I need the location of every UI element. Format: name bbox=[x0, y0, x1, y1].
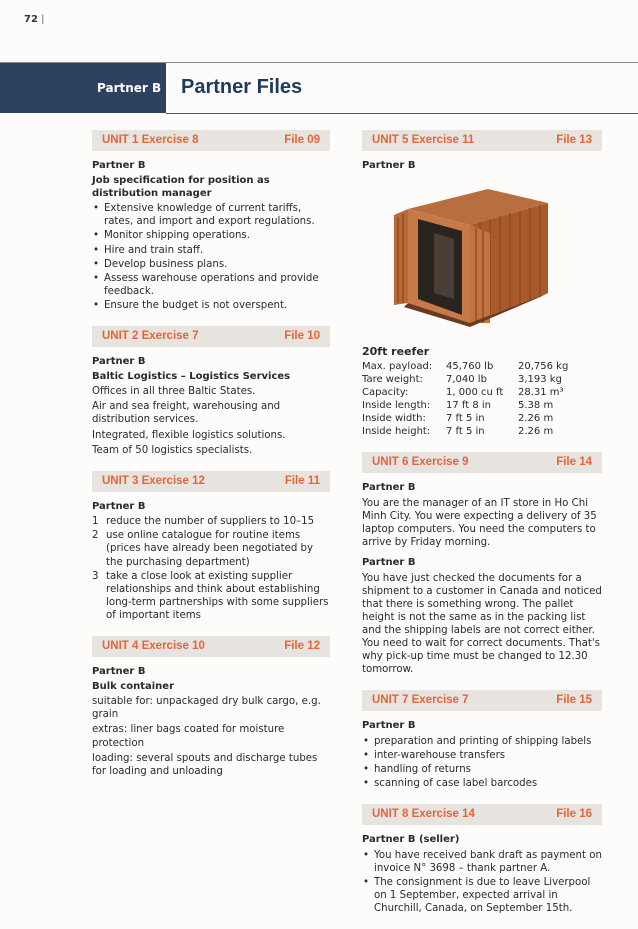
file-label: File 15 bbox=[556, 694, 592, 707]
exercise-title: UNIT 7 Exercise 7 bbox=[372, 694, 469, 707]
band-label: Partner B bbox=[97, 81, 162, 95]
list-item: • Hire and train staff. bbox=[92, 244, 330, 257]
text-line: Integrated, flexible logistics solutions. bbox=[92, 429, 286, 441]
file-label: File 13 bbox=[556, 134, 592, 147]
section-unit-6 bbox=[362, 452, 602, 676]
partner-label: Partner B bbox=[362, 720, 416, 732]
exercise-title: UNIT 5 Exercise 11 bbox=[372, 134, 475, 147]
list-item bbox=[92, 515, 330, 528]
spec-metric: 2.26 m bbox=[518, 412, 554, 424]
partner-label: Partner B bbox=[362, 481, 416, 493]
file-label: File 11 bbox=[284, 474, 320, 487]
company-heading: Baltic Logistics – Logistics Services bbox=[92, 370, 291, 382]
item-number: 2 bbox=[92, 530, 99, 542]
exercise-title: UNIT 1 Exercise 8 bbox=[102, 134, 199, 147]
section-unit-2 bbox=[92, 326, 330, 457]
list-item bbox=[92, 529, 330, 568]
text-line: extras: liner bags coated for moisture protection bbox=[92, 724, 285, 749]
bullet-list bbox=[362, 849, 602, 915]
partner-label: Partner B bbox=[92, 665, 146, 677]
exercise-bar bbox=[92, 636, 330, 657]
text-line: Team of 50 logistics specialists. bbox=[92, 444, 253, 456]
paragraph: You are the manager of an IT store in Ho Chi Minh City. You were expecting a delivery of 35 laptop computers. You need the computers to arrive by Friday morning. bbox=[362, 497, 597, 548]
table-row bbox=[362, 386, 574, 399]
exercise-title: UNIT 4 Exercise 10 bbox=[102, 639, 205, 652]
partner-label: Partner B bbox=[362, 160, 416, 171]
list-item: • Ensure the budget is not overspent. bbox=[92, 299, 330, 312]
table-row bbox=[362, 425, 574, 438]
spec-imperial: 45,760 lb bbox=[446, 360, 494, 372]
table-row bbox=[362, 412, 574, 425]
list-item: • preparation and printing of shipping labels bbox=[362, 735, 602, 748]
list-item bbox=[92, 570, 330, 622]
spec-label: Tare weight: bbox=[362, 373, 423, 385]
item-text: reduce the number of suppliers to 10–15 bbox=[106, 516, 315, 528]
partner-label: Partner B bbox=[92, 160, 146, 171]
item-text: use online catalogue for routine items (prices have already been negotiated by the purchasing department) bbox=[106, 530, 314, 568]
text-line: Offices in all three Baltic States. bbox=[92, 386, 256, 398]
right-column bbox=[362, 130, 602, 929]
list-item: • Monitor shipping operations. bbox=[92, 229, 330, 242]
table-row bbox=[362, 373, 574, 386]
item-number: 3 bbox=[92, 570, 99, 582]
bullet-list bbox=[362, 735, 602, 790]
section-unit-8 bbox=[362, 804, 602, 915]
list-item: • inter-warehouse transfers bbox=[362, 749, 602, 762]
partner-label: Partner B bbox=[92, 500, 146, 512]
list-item: • You have received bank draft as payment on invoice N° 3698 – thank partner A. bbox=[362, 849, 602, 875]
left-column bbox=[92, 130, 330, 792]
partner-label: Partner B bbox=[92, 355, 146, 367]
exercise-title: UNIT 6 Exercise 9 bbox=[372, 456, 469, 469]
specs-table bbox=[362, 360, 574, 438]
spec-metric: 20,756 kg bbox=[518, 360, 569, 372]
exercise-bar bbox=[92, 326, 330, 347]
partner-label: Partner B bbox=[362, 556, 416, 568]
list-item: • handling of returns bbox=[362, 763, 602, 776]
exercise-title: UNIT 3 Exercise 12 bbox=[102, 474, 205, 487]
list-item: • Assess warehouse operations and provide feedback. bbox=[92, 272, 330, 298]
text-line: loading: several spouts and discharge tubes for loading and unloading bbox=[92, 752, 318, 777]
section-unit-3 bbox=[92, 471, 330, 622]
file-label: File 12 bbox=[284, 639, 320, 652]
spec-imperial: 7 ft 5 in bbox=[446, 412, 485, 424]
section-unit-1 bbox=[92, 130, 330, 312]
page-title: Partner Files bbox=[181, 76, 303, 98]
header-band bbox=[0, 63, 166, 113]
spec-imperial: 7 ft 5 in bbox=[446, 425, 485, 437]
exercise-bar bbox=[362, 690, 602, 711]
text-line: Air and sea freight, warehousing and distribution services. bbox=[92, 401, 281, 426]
exercise-title: UNIT 2 Exercise 7 bbox=[102, 329, 199, 342]
spec-label: Inside length: bbox=[362, 399, 431, 411]
bullet-list bbox=[92, 202, 330, 311]
spec-label: Capacity: bbox=[362, 386, 409, 398]
spec-metric: 28.31 m³ bbox=[518, 386, 564, 398]
exercise-bar bbox=[362, 804, 602, 825]
header-underline bbox=[166, 113, 638, 114]
spec-metric: 2.26 m bbox=[518, 425, 554, 437]
spec-label: Max. payload: bbox=[362, 360, 433, 372]
specs-title: 20ft reefer bbox=[362, 344, 430, 358]
list-item: • scanning of case label barcodes bbox=[362, 777, 602, 790]
file-label: File 16 bbox=[556, 808, 592, 821]
text-line: suitable for: unpackaged dry bulk cargo, e.g. grain bbox=[92, 696, 321, 721]
spec-imperial: 1, 000 cu ft bbox=[446, 386, 504, 398]
file-label: File 10 bbox=[284, 329, 320, 342]
spec-metric: 5.38 m bbox=[518, 399, 554, 411]
exercise-bar bbox=[92, 130, 330, 151]
file-label: File 09 bbox=[284, 134, 320, 147]
table-row bbox=[362, 399, 574, 412]
numbered-list bbox=[92, 515, 330, 621]
spec-imperial: 17 ft 8 in bbox=[446, 399, 492, 411]
shipping-container-image bbox=[390, 181, 560, 331]
exercise-title: UNIT 8 Exercise 14 bbox=[372, 808, 475, 821]
page-number: 72 | bbox=[24, 14, 44, 27]
section-unit-4 bbox=[92, 636, 330, 778]
exercise-bar bbox=[92, 471, 330, 492]
file-label: File 14 bbox=[556, 456, 592, 469]
item-text: take a close look at existing supplier relationships and think about establishing long-term partnerships with some suppliers of important items bbox=[106, 570, 329, 621]
section-unit-5 bbox=[362, 130, 602, 438]
exercise-bar bbox=[362, 130, 602, 151]
spec-imperial: 7,040 lb bbox=[446, 373, 487, 385]
paragraph: You have just checked the documents for a shipment to a customer in Canada and noticed that there is something wrong. The pallet height is not the same as in the packing list and the shipping labels are not correct either. You need to wait for correct documents. That's why pick-up time must be changed to 12.30 tomorrow. bbox=[362, 572, 602, 676]
spec-label: Inside width: bbox=[362, 412, 426, 424]
table-row bbox=[362, 360, 574, 373]
list-item: • Extensive knowledge of current tariffs, rates, and import and export regulations. bbox=[92, 202, 330, 228]
container-heading: Bulk container bbox=[92, 680, 175, 692]
spec-label: Inside height: bbox=[362, 425, 431, 437]
item-number: 1 bbox=[92, 516, 99, 528]
spec-metric: 3,193 kg bbox=[518, 373, 562, 385]
job-spec-heading: Job specification for position as distribution manager bbox=[92, 174, 270, 199]
section-unit-7 bbox=[362, 690, 602, 790]
partner-label: Partner B (seller) bbox=[362, 834, 460, 846]
list-item: • The consignment is due to leave Liverpool on 1 September, expected arrival in Churchill, Canada, on September 15th. bbox=[362, 876, 602, 915]
exercise-bar bbox=[362, 452, 602, 473]
list-item: • Develop business plans. bbox=[92, 258, 330, 271]
